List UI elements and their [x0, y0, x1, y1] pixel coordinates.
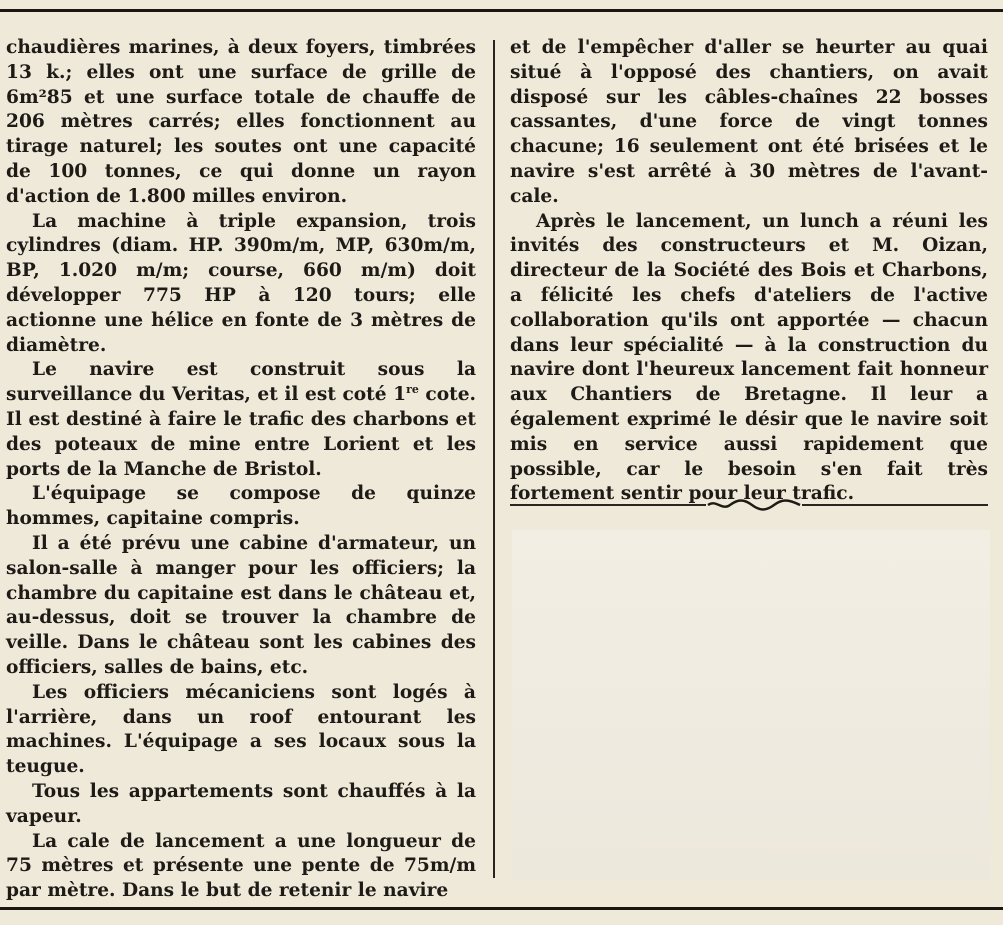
paragraph: Après le lancement, un lunch a réuni les invités des constructeurs et M. Oizan, directeur de la Société des Bois et Charbons, a félicité les chefs d'ateliers de l'active collaboration qu'ils ont apportée — chacun dans leur spécialité — à la construction du navire dont l'heureux lancement fait honneur aux Chantiers de Bretagne. Il leur a également exprimé le désir que le navire soit mis en service aussi rapidement que possible, car le besoin s'en fait très fortement sentir pour leur trafic. — [510, 210, 988, 505]
paragraph: Il a été prévu une cabine d'armateur, un salon-salle à manger pour les officiers; la chambre du capitaine est dans le château et, au-dessus, doit se trouver la chambre de veille. Dans le château sont les cabines des officiers, salles de bains, etc. — [6, 532, 476, 678]
paragraph: Les officiers mécaniciens sont logés à l'arrière, dans un roof entourant les machines. L'équipage a ses locaux sous la teugue. — [6, 681, 476, 778]
superscript: re — [406, 382, 419, 396]
paragraph-text: Le navire est construit sous la surveillance du Veritas, et il est coté 1 — [6, 359, 476, 406]
paragraph: La machine à triple expansion, trois cylindres (diam. HP. 390m/m, MP, 630m/m, BP, 1.020 m/m; course, 660 m/m) doit développer 775 HP à 120 tours; elle actionne une hélice en fonte de 3 mètres de diamètre. — [6, 210, 476, 356]
paragraph: et de l'empêcher d'aller se heurter au quai situé à l'opposé des chantiers, on avait disposé sur les câbles-chaînes 22 bosses cassantes, d'une force de vingt tonnes chacune; 16 seulement ont été brisées et le navire s'est arrêté à 30 mètres de l'avant-cale. — [510, 37, 988, 207]
paragraph-text: cote. Il est destiné à faire le trafic des charbons et des poteaux de mine entre Lorient et les ports de la Manche de Bristol. — [6, 384, 477, 480]
right-column — [510, 36, 988, 507]
paragraph — [6, 358, 476, 482]
left-column — [6, 36, 476, 904]
paragraph: L'équipage se compose de quinze hommes, capitaine compris. — [6, 483, 476, 530]
paragraph: Tous les appartements sont chauffés à la vapeur. — [6, 780, 476, 827]
ornamental-separator — [510, 496, 988, 512]
top-rule — [0, 9, 1003, 12]
bottom-rule — [0, 907, 1003, 910]
paragraph: La cale de lancement a une longueur de 75 mètres et présente une pente de 75m/m par mètre. Dans le but de retenir le navire — [6, 830, 476, 902]
paragraph: chaudières marines, à deux foyers, timbrées 13 k.; elles ont une surface de grille de 6m²85 et une surface totale de chauffe de 206 mètres carrés; elles fonctionnent au tirage naturel; les soutes ont une capacité de 100 tonnes, ce qui donne un rayon d'action de 1.800 milles environ. — [6, 37, 476, 207]
column-divider — [493, 40, 495, 878]
swirl-ornament-icon — [706, 496, 802, 512]
faded-print-area — [512, 530, 990, 880]
